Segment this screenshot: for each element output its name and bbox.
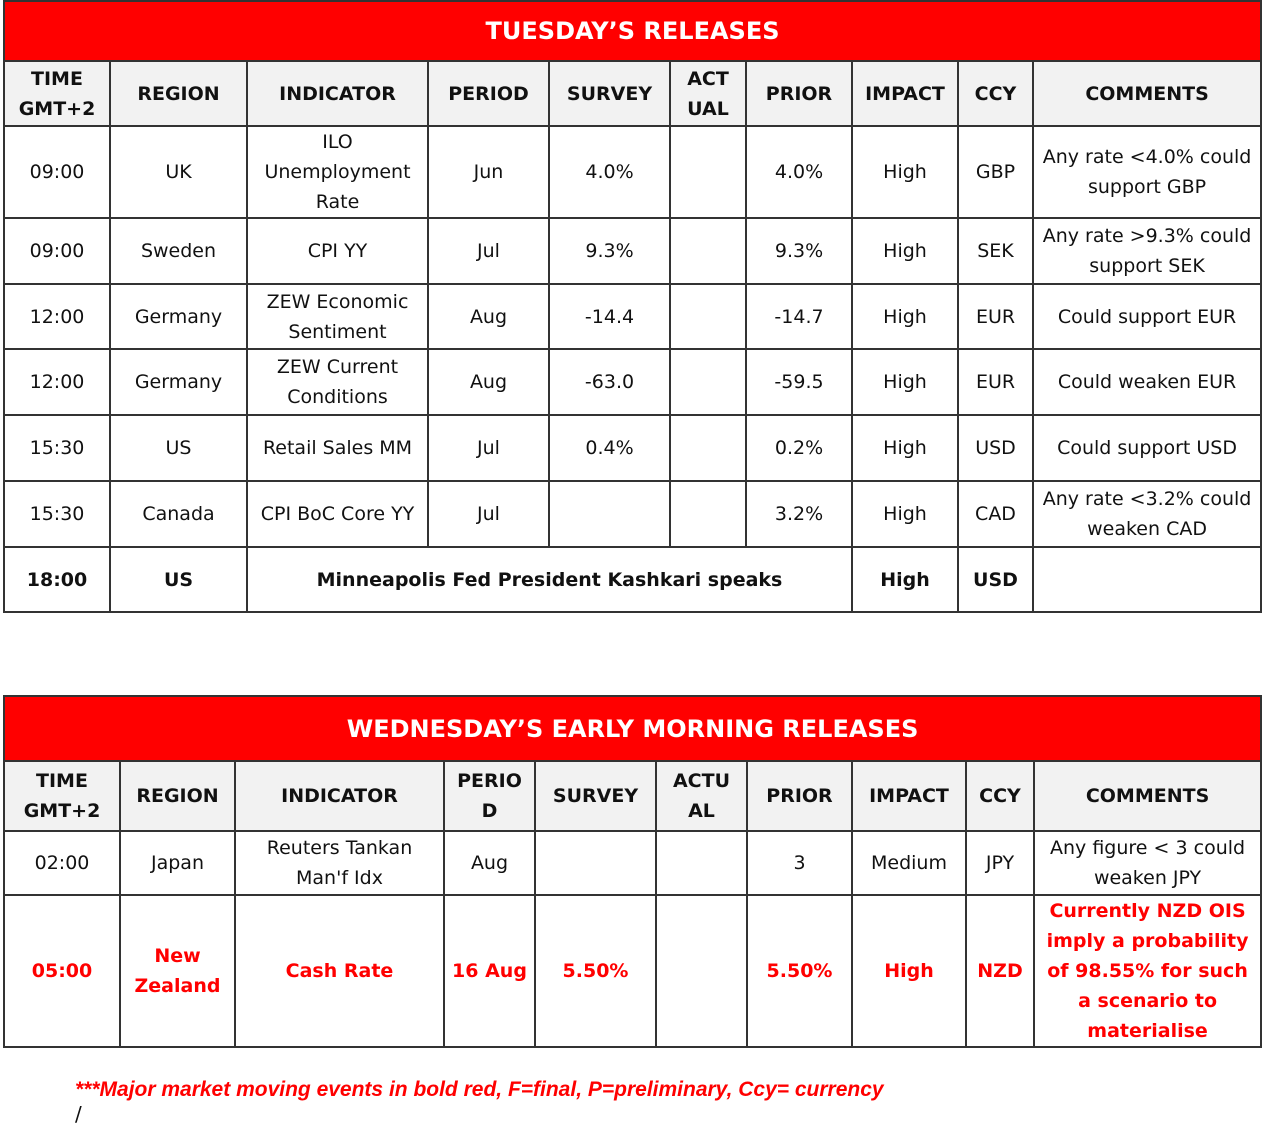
cell-survey: 9.3% (549, 218, 670, 284)
cell-survey (549, 481, 670, 547)
cell-period: Aug (428, 284, 549, 349)
header-period: PERIOD (428, 61, 549, 126)
cell-ccy: USD (958, 415, 1033, 481)
cell-comments: Could support USD (1033, 415, 1261, 481)
cell-indicator: CPI BoC Core YY (247, 481, 428, 547)
cell-survey: 4.0% (549, 126, 670, 218)
cell-time: 15:30 (4, 415, 110, 481)
cell-comments: Currently NZD OIS imply a probability of 98.55% for such a scenario to materialise (1034, 895, 1261, 1047)
cell-impact: High (852, 349, 958, 415)
cell-time: 18:00 (4, 547, 110, 612)
cell-comments: Could weaken EUR (1033, 349, 1261, 415)
cell-impact: High (852, 547, 958, 612)
cell-indicator: Cash Rate (235, 895, 444, 1047)
cell-prior: 0.2% (746, 415, 852, 481)
wednesday-releases-table (3, 695, 1262, 1048)
cell-survey: -14.4 (549, 284, 670, 349)
cell-ccy: NZD (966, 895, 1034, 1047)
cell-ccy: SEK (958, 218, 1033, 284)
cell-time: 05:00 (4, 895, 120, 1047)
cell-actual (670, 415, 746, 481)
cell-prior: 4.0% (746, 126, 852, 218)
cell-impact: High (852, 126, 958, 218)
cell-impact: High (852, 415, 958, 481)
cell-impact: Medium (852, 831, 966, 895)
cell-event: Minneapolis Fed President Kashkari speaks (247, 547, 852, 612)
tuesday-releases-table (3, 0, 1262, 613)
header-row (4, 61, 1261, 126)
cell-comments: Any rate <4.0% could support GBP (1033, 126, 1261, 218)
cell-region: Japan (120, 831, 235, 895)
cell-impact: High (852, 481, 958, 547)
cell-actual (670, 349, 746, 415)
cell-period: Aug (444, 831, 535, 895)
table-row (4, 415, 1261, 481)
cell-indicator: ZEW Current Conditions (247, 349, 428, 415)
cell-region: New Zealand (120, 895, 235, 1047)
header-actual: ACTU AL (656, 761, 747, 831)
cell-time: 02:00 (4, 831, 120, 895)
cell-period: Jul (428, 218, 549, 284)
cell-ccy: GBP (958, 126, 1033, 218)
cell-region: Sweden (110, 218, 247, 284)
cell-comments: Any rate >9.3% could support SEK (1033, 218, 1261, 284)
cell-actual (670, 218, 746, 284)
cell-prior: 3.2% (746, 481, 852, 547)
cell-actual (670, 284, 746, 349)
table-row (4, 126, 1261, 218)
table-row (4, 284, 1261, 349)
cell-period: 16 Aug (444, 895, 535, 1047)
header-comments: COMMENTS (1034, 761, 1261, 831)
table-title: WEDNESDAY’S EARLY MORNING RELEASES (4, 696, 1261, 761)
header-ccy: CCY (966, 761, 1034, 831)
cell-survey (535, 831, 656, 895)
cell-time: 12:00 (4, 349, 110, 415)
cell-ccy: JPY (966, 831, 1034, 895)
header-indicator: INDICATOR (235, 761, 444, 831)
header-period: PERIO D (444, 761, 535, 831)
cell-period: Jul (428, 415, 549, 481)
cell-survey: 0.4% (549, 415, 670, 481)
cell-time: 12:00 (4, 284, 110, 349)
table-row (4, 895, 1261, 1047)
header-time: TIME GMT+2 (4, 761, 120, 831)
cell-prior: 9.3% (746, 218, 852, 284)
cell-comments: Any rate <3.2% could weaken CAD (1033, 481, 1261, 547)
header-region: REGION (110, 61, 247, 126)
cell-period: Jun (428, 126, 549, 218)
table-title: TUESDAY’S RELEASES (4, 1, 1261, 61)
cell-prior: 5.50% (747, 895, 852, 1047)
cell-comments: Any figure < 3 could weaken JPY (1034, 831, 1261, 895)
cell-survey: 5.50% (535, 895, 656, 1047)
cell-region: Canada (110, 481, 247, 547)
cell-prior: 3 (747, 831, 852, 895)
header-prior: PRIOR (747, 761, 852, 831)
cell-impact: High (852, 895, 966, 1047)
header-impact: IMPACT (852, 761, 966, 831)
header-survey: SURVEY (535, 761, 656, 831)
cell-indicator: ILO Unemployment Rate (247, 126, 428, 218)
footnote: ***Major market moving events in bold red, F=final, P=preliminary, Ccy= currency (75, 1078, 884, 1101)
cell-ccy: USD (958, 547, 1033, 612)
header-row (4, 761, 1261, 831)
cell-time: 15:30 (4, 481, 110, 547)
table-row (4, 831, 1261, 895)
header-prior: PRIOR (746, 61, 852, 126)
cell-region: Germany (110, 349, 247, 415)
header-region: REGION (120, 761, 235, 831)
cell-actual (656, 895, 747, 1047)
cell-impact: High (852, 284, 958, 349)
header-ccy: CCY (958, 61, 1033, 126)
header-actual: ACT UAL (670, 61, 746, 126)
cell-region: Germany (110, 284, 247, 349)
table-row (4, 349, 1261, 415)
cell-ccy: CAD (958, 481, 1033, 547)
cell-actual (670, 481, 746, 547)
cell-indicator: CPI YY (247, 218, 428, 284)
cell-region: US (110, 547, 247, 612)
cell-indicator: Retail Sales MM (247, 415, 428, 481)
cell-period: Jul (428, 481, 549, 547)
table-row (4, 218, 1261, 284)
table-row (4, 547, 1261, 612)
cell-impact: High (852, 218, 958, 284)
cell-region: US (110, 415, 247, 481)
cell-prior: -59.5 (746, 349, 852, 415)
header-comments: COMMENTS (1033, 61, 1261, 126)
cell-actual (670, 126, 746, 218)
cell-comments (1033, 547, 1261, 612)
cell-indicator: Reuters Tankan Man'f Idx (235, 831, 444, 895)
header-impact: IMPACT (852, 61, 958, 126)
cell-region: UK (110, 126, 247, 218)
cell-ccy: EUR (958, 349, 1033, 415)
header-time: TIME GMT+2 (4, 61, 110, 126)
table-row (4, 481, 1261, 547)
cell-time: 09:00 (4, 218, 110, 284)
cell-period: Aug (428, 349, 549, 415)
cell-comments: Could support EUR (1033, 284, 1261, 349)
cell-prior: -14.7 (746, 284, 852, 349)
header-survey: SURVEY (549, 61, 670, 126)
cell-survey: -63.0 (549, 349, 670, 415)
cell-indicator: ZEW Economic Sentiment (247, 284, 428, 349)
cell-ccy: EUR (958, 284, 1033, 349)
header-indicator: INDICATOR (247, 61, 428, 126)
cell-actual (656, 831, 747, 895)
cell-time: 09:00 (4, 126, 110, 218)
footnote-mark: / (75, 1102, 82, 1126)
